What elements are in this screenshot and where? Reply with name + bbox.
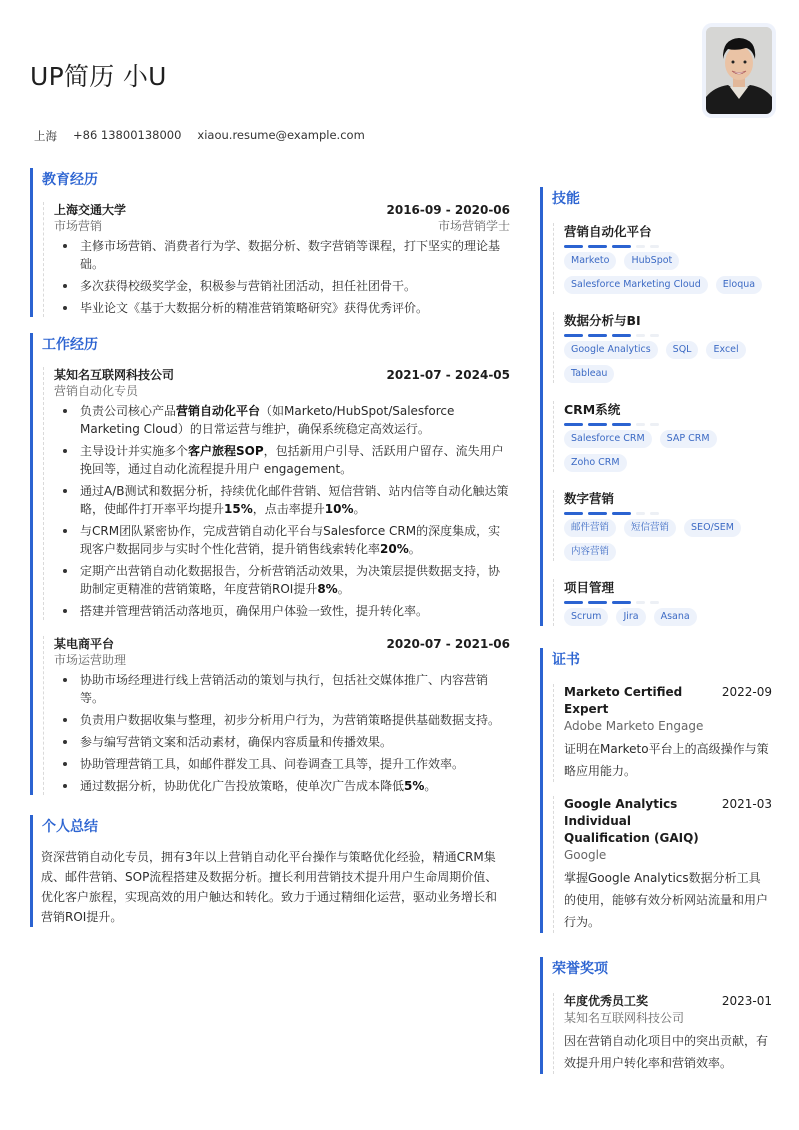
entry-date: 2023-01 [721,994,772,1008]
contact-email[interactable]: xiaou.resume@example.com [197,128,365,142]
profile-photo-icon [706,27,772,114]
work-entry [43,636,510,795]
sidebar-column [540,187,772,1074]
bullet-item: 搭建并管理营销活动落地页，确保用户体验一致性，提升转化率。 [54,602,510,620]
skill-level-bar [564,601,772,604]
skill-tag: SQL [666,341,699,359]
bullet-item: 主导设计并实施多个客户旅程SOP，包括新用户引导、活跃用户留存、流失用户挽回等，通过自动化流程提升用户 engagement。 [54,442,510,478]
skill-level-bar [564,512,772,515]
skill-tag: Tableau [564,365,614,383]
skill-level-bar [564,423,772,426]
section-education [30,168,510,317]
degree: 市场营销学士 [437,219,510,233]
contact-city: 上海 [34,129,57,143]
entry-date: 2021-03 [721,797,772,811]
skill-tag: Salesforce CRM [564,430,652,448]
section-title: 工作经历 [42,337,98,353]
bullet-item: 通过A/B测试和数据分析，持续优化邮件营销、短信营销、站内信等自动化触达策略，使邮件打开率平均提升15%，点击率提升10%。 [54,482,510,518]
entry-date: 2022-09 [721,685,772,699]
skill-level-bar [564,334,772,337]
skill-tag: Asana [654,608,697,626]
bullet-item: 通过数据分析，协助优化广告投放策略，使单次广告成本降低5%。 [54,777,510,795]
job-role: 营销自动化专员 [54,384,139,398]
bullet-item: 与CRM团队紧密协作，完成营销自动化平台与Salesforce CRM的深度集成，实现客户数据同步与实时个性化营销，提升销售线索转化率20%。 [54,522,510,558]
bullet-list [54,237,510,317]
award-issuer: 某知名互联网科技公司 [564,1011,685,1025]
section-title: 教育经历 [42,172,98,188]
certificate-description: 掌握Google Analytics数据分析工具的使用，能够有效分析网站流量和用户行为。 [564,871,769,929]
company-name: 某电商平台 [54,637,115,651]
skill-tag: Excel [706,341,745,359]
skill-tag: Marketo [564,252,616,270]
section-skills [540,187,772,626]
contact-phone[interactable]: +86 13800138000 [73,128,182,142]
skill-name: 数据分析与BI [564,313,641,328]
bullet-list [54,671,510,795]
bullet-item: 主修市场营销、消费者行为学、数据分析、数字营销等课程，打下坚实的理论基础。 [54,237,510,273]
certificate-name: Marketo Certified Expert [564,685,683,716]
bullet-item: 参与编写营销文案和活动素材，确保内容质量和传播效果。 [54,733,510,751]
skill-tag: SEO/SEM [684,519,741,537]
certificate-issuer: Google [564,848,607,862]
skill-tags [564,519,772,561]
skill-tag: Salesforce Marketing Cloud [564,276,708,294]
major: 市场营销 [54,219,103,233]
bullet-item: 协助市场经理进行线上营销活动的策划与执行，包括社交媒体推广、内容营销等。 [54,671,510,707]
work-entry [43,367,510,620]
bullet-list [54,402,510,620]
certificate-description: 证明在Marketo平台上的高级操作与策略应用能力。 [564,742,769,778]
main-column [30,168,510,927]
skill-name: 项目管理 [564,580,615,595]
skill-tag: Scrum [564,608,608,626]
bullet-item: 协助管理营销工具，如邮件群发工具、问卷调查工具等，提升工作效率。 [54,755,510,773]
company-name: 某知名互联网科技公司 [54,368,175,382]
section-title: 证书 [552,652,580,668]
entry-date: 2020-07 - 2021-06 [386,637,510,651]
bullet-item: 负责公司核心产品营销自动化平台（如Marketo/HubSpot/Salesforce Marketing Cloud）的日常运营与维护，确保系统稳定高效运行。 [54,402,510,438]
skill-group [553,401,772,472]
skill-group [553,490,772,561]
skill-level-bar [564,245,772,248]
skill-group [553,223,772,294]
bullet-item: 毕业论文《基于大数据分析的精准营销策略研究》获得优秀评价。 [54,299,510,317]
section-work [30,333,510,795]
skill-tag: SAP CRM [660,430,717,448]
skill-name: 营销自动化平台 [564,224,652,239]
certificate-entry [553,684,772,782]
skill-tag: Eloqua [716,276,762,294]
certificate-issuer: Adobe Marketo Engage [564,719,704,733]
section-title: 个人总结 [42,819,98,835]
summary-text: 资深营销自动化专员，拥有3年以上营销自动化平台操作与策略优化经验，精通CRM集成、邮件营销、SOP流程搭建及数据分析。擅长利用营销技术提升用户生命周期价值、优化客户旅程，实现高效的用户触达和转化。致力于通过精细化运营，驱动业务增长和营销ROI提升。 [41,850,498,924]
skill-tag: 邮件营销 [564,519,616,537]
section-title: 技能 [552,191,580,207]
bullet-item: 定期产出营销自动化数据报告，分析营销活动效果，为决策层提供数据支持，协助制定更精准的营销策略，年度营销ROI提升8%。 [54,562,510,598]
award-description: 因在营销自动化项目中的突出贡献，有效提升用户转化率和营销效率。 [564,1034,769,1070]
entry-date: 2016-09 - 2020-06 [386,203,510,217]
skill-name: 数字营销 [564,491,615,506]
candidate-name: UP简历 小U [30,62,167,91]
section-summary [30,815,510,927]
award-entry [553,993,772,1074]
section-certificates [540,648,772,933]
resume-header [30,0,770,150]
certificate-name: Google Analytics Individual Qualification (GAIQ) [564,797,699,845]
certificate-entry [553,796,772,933]
section-awards [540,957,772,1074]
skill-tag: Google Analytics [564,341,658,359]
skill-group [553,579,772,626]
skill-tag: Jira [616,608,645,626]
skill-group [553,312,772,383]
school-name: 上海交通大学 [54,203,127,217]
skill-tags [564,252,772,294]
bullet-item: 负责用户数据收集与整理，初步分析用户行为，为营销策略提供基础数据支持。 [54,711,510,729]
award-name: 年度优秀员工奖 [564,994,649,1008]
section-title: 荣誉奖项 [552,961,608,977]
skill-tags [564,608,772,626]
skill-tags [564,430,772,472]
education-entry [43,202,510,317]
skill-tags [564,341,772,383]
entry-date: 2021-07 - 2024-05 [386,368,510,382]
avatar [706,27,772,114]
skill-tag: HubSpot [624,252,679,270]
skill-tag: 内容营销 [564,543,616,561]
skill-tag: 短信营销 [624,519,676,537]
skill-name: CRM系统 [564,402,621,417]
job-role: 市场运营助理 [54,653,127,667]
contact-info [34,128,365,144]
skill-tag: Zoho CRM [564,454,627,472]
bullet-item: 多次获得校级奖学金，积极参与营销社团活动，担任社团骨干。 [54,277,510,295]
